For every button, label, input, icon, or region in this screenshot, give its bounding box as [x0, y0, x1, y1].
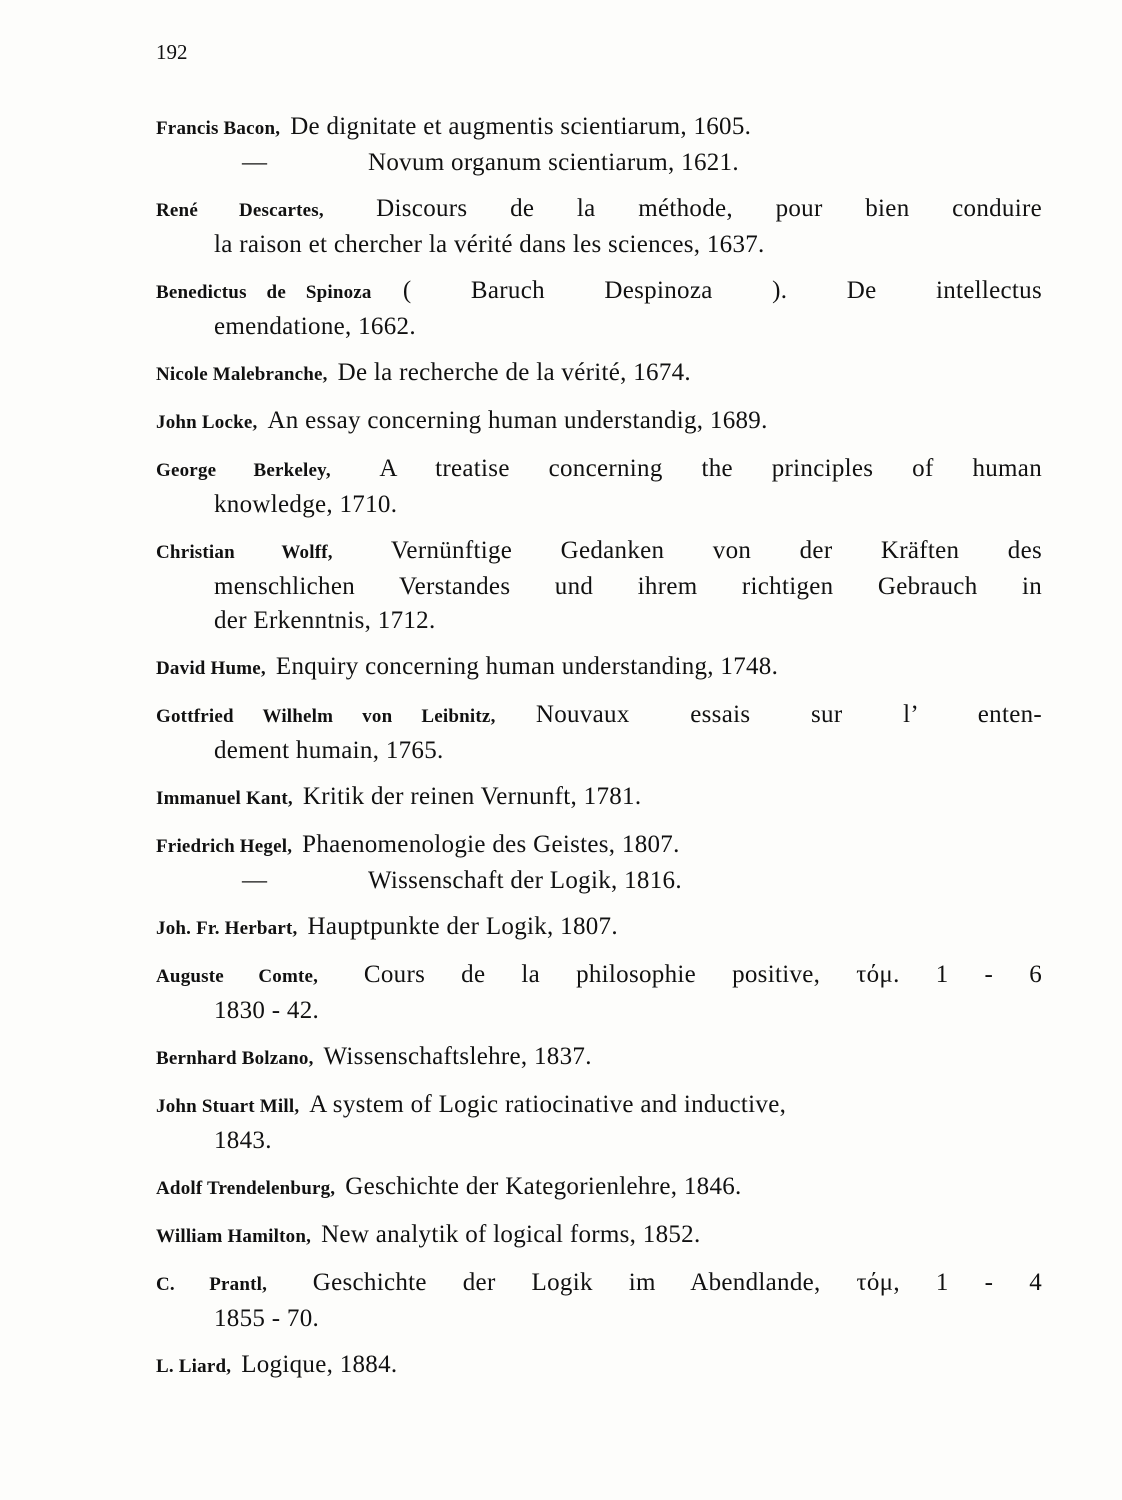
entry-malebranche — [156, 356, 1042, 392]
author-name: John Stuart Mill, — [156, 1096, 300, 1117]
author-name: Immanuel Kant, — [156, 788, 293, 809]
author-name: John Locke, — [156, 412, 258, 433]
work-title: An essay concerning human understandig, 1689. — [267, 407, 768, 434]
work-title: Wissenschaft der Logik, 1816. — [368, 867, 682, 894]
author-name: Christian Wolff, — [156, 542, 333, 563]
author-name: George Berkeley, — [156, 460, 331, 481]
ditto-dash: — — [242, 867, 267, 894]
work-title: Enquiry concerning human understanding, 1748. — [275, 653, 779, 680]
author-name: Auguste Comte, — [156, 966, 319, 987]
work-title-cont: knowledge, 1710. — [214, 491, 398, 518]
entry-hegel — [156, 828, 1042, 898]
work-title: A treatise concerning the principles of human — [379, 455, 1042, 482]
entry-prantl — [156, 1266, 1042, 1336]
work-title: Geschichte der Logik im Abendlande, τόμ, 1 - 4 — [312, 1269, 1043, 1296]
author-name: William Hamilton, — [156, 1226, 312, 1247]
author-name: Friedrich Hegel, — [156, 836, 293, 857]
author-name: Adolf Trendelenburg, — [156, 1178, 336, 1199]
page-number: 192 — [156, 40, 188, 64]
author-name: Nicole Malebranche, — [156, 364, 328, 385]
author-name: Benedictus de Spinoza — [156, 282, 372, 303]
work-title: Vernünftige Gedanken von der Kräften des — [390, 537, 1042, 564]
work-title: Cours de la philosophie positive, τόμ. 1 - 6 — [363, 961, 1043, 988]
entry-trendelenburg — [156, 1170, 1042, 1206]
work-title: De dignitate et augmentis scientiarum, 1605. — [290, 113, 752, 140]
work-title-cont: der Erkenntnis, 1712. — [214, 607, 436, 634]
work-title: De la recherche de la vérité, 1674. — [337, 359, 691, 386]
work-title: ( Baruch Despinoza ). De intellectus — [402, 277, 1043, 304]
entry-wolff — [156, 534, 1042, 638]
work-title-cont: 1855 - 70. — [214, 1305, 320, 1332]
entry-hamilton — [156, 1218, 1042, 1254]
work-title-cont: dement humain, 1765. — [214, 737, 444, 764]
work-title: Wissenschaftslehre, 1837. — [323, 1043, 592, 1070]
work-title-cont: menschlichen Verstandes und ihrem richtigen Gebrauch in — [214, 573, 1042, 600]
work-title: Logique, 1884. — [241, 1351, 398, 1378]
author-name: Bernhard Bolzano, — [156, 1048, 314, 1069]
work-title: Kritik der reinen Vernunft, 1781. — [302, 783, 642, 810]
author-name: René Descartes, — [156, 200, 324, 221]
entry-bolzano — [156, 1040, 1042, 1076]
entry-mill — [156, 1088, 1042, 1158]
work-title: Hauptpunkte der Logik, 1807. — [307, 913, 618, 940]
author-name: L. Liard, — [156, 1356, 232, 1377]
entry-descartes — [156, 192, 1042, 262]
work-title: A system of Logic ratiocinative and inductive, — [309, 1091, 787, 1118]
bibliography-list — [156, 110, 1042, 1396]
work-title: New analytik of logical forms, 1852. — [321, 1221, 701, 1248]
author-name: Joh. Fr. Herbart, — [156, 918, 298, 939]
author-name: Francis Bacon, — [156, 118, 281, 139]
author-name: Gottfried Wilhelm von Leibnitz, — [156, 706, 496, 727]
entry-bacon — [156, 110, 1042, 180]
entry-hume — [156, 650, 1042, 686]
work-title: Phaenomenologie des Geistes, 1807. — [302, 831, 680, 858]
work-title: Nouvaux essais sur l’ enten- — [535, 701, 1043, 728]
work-title: Geschichte der Kategorienlehre, 1846. — [345, 1173, 742, 1200]
work-title: Discours de la méthode, pour bien conduire — [376, 195, 1042, 222]
work-title-cont: emendatione, 1662. — [214, 313, 416, 340]
work-title: Novum organum scientiarum, 1621. — [368, 149, 739, 176]
entry-kant — [156, 780, 1042, 816]
entry-herbart — [156, 910, 1042, 946]
work-title-cont: 1843. — [214, 1127, 272, 1154]
work-title-cont: la raison et chercher la vérité dans les sciences, 1637. — [214, 231, 765, 258]
entry-berkeley — [156, 452, 1042, 522]
entry-liard — [156, 1348, 1042, 1384]
entry-comte — [156, 958, 1042, 1028]
entry-spinoza — [156, 274, 1042, 344]
work-title-cont: 1830 - 42. — [214, 997, 320, 1024]
entry-leibnitz — [156, 698, 1042, 768]
author-name: C. Prantl, — [156, 1274, 268, 1295]
entry-locke — [156, 404, 1042, 440]
ditto-dash: — — [242, 149, 267, 176]
author-name: David Hume, — [156, 658, 266, 679]
